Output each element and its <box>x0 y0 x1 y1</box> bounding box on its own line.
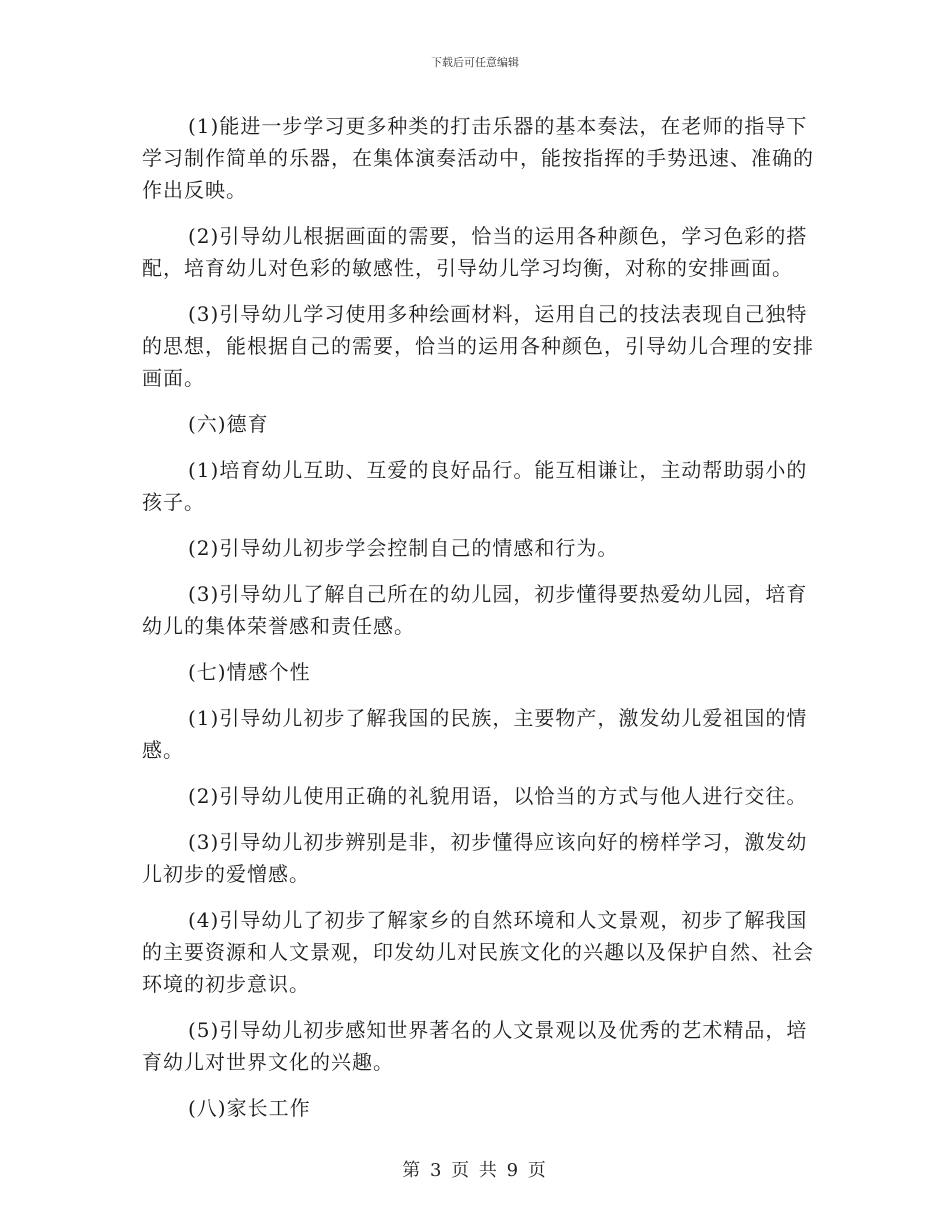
paragraph: (3)引导幼儿初步辨别是非，初步懂得应该向好的榜样学习，激发幼儿初步的爱憎感。 <box>142 830 808 886</box>
paragraph: (1)引导幼儿初步了解我国的民族，主要物产，激发幼儿爱祖国的情感。 <box>142 706 808 762</box>
paragraph: (3)引导幼儿学习使用多种绘画材料，运用自己的技法表现自己独特的思想，能根据自己的需要，恰当的运用各种颜色，引导幼儿合理的安排画面。 <box>142 302 814 390</box>
paragraph: (1)培育幼儿互助、互爱的良好品行。能互相谦让，主动帮助弱小的孩子。 <box>142 458 808 514</box>
paragraph: (5)引导幼儿初步感知世界著名的人文景观以及优秀的艺术精品，培育幼儿对世界文化的兴趣。 <box>142 1018 808 1074</box>
paragraph: (4)引导幼儿了初步了解家乡的自然环境和人文景观，初步了解我国的主要资源和人文景观，印发幼儿对民族文化的兴趣以及保护自然、社会环境的初步意识。 <box>142 908 814 996</box>
paragraph: (2)引导幼儿初步学会控制自己的情感和行为。 <box>188 536 619 560</box>
section-heading: (八)家长工作 <box>188 1096 311 1120</box>
paragraph: (3)引导幼儿了解自己所在的幼儿园，初步懂得要热爱幼儿园，培育幼儿的集体荣誉感和责任感。 <box>142 582 808 638</box>
page-number-footer: 第 3 页 共 9 页 <box>402 1160 548 1181</box>
section-heading: (七)情感个性 <box>188 660 311 684</box>
section-heading: (六)德育 <box>188 412 269 436</box>
document-body <box>142 110 822 1138</box>
paragraph: (1)能进一步学习更多种类的打击乐器的基本奏法，在老师的指导下学习制作简单的乐器，在集体演奏活动中，能按指挥的手势迅速、准确的作出反映。 <box>142 114 814 202</box>
paragraph: (2)引导幼儿根据画面的需要，恰当的运用各种颜色，学习色彩的搭配，培育幼儿对色彩的敏感性，引导幼儿学习均衡，对称的安排画面。 <box>142 224 808 280</box>
page-header: 下载后可任意编辑 <box>431 56 519 69</box>
paragraph: (2)引导幼儿使用正确的礼貌用语，以恰当的方式与他人进行交往。 <box>188 784 808 808</box>
